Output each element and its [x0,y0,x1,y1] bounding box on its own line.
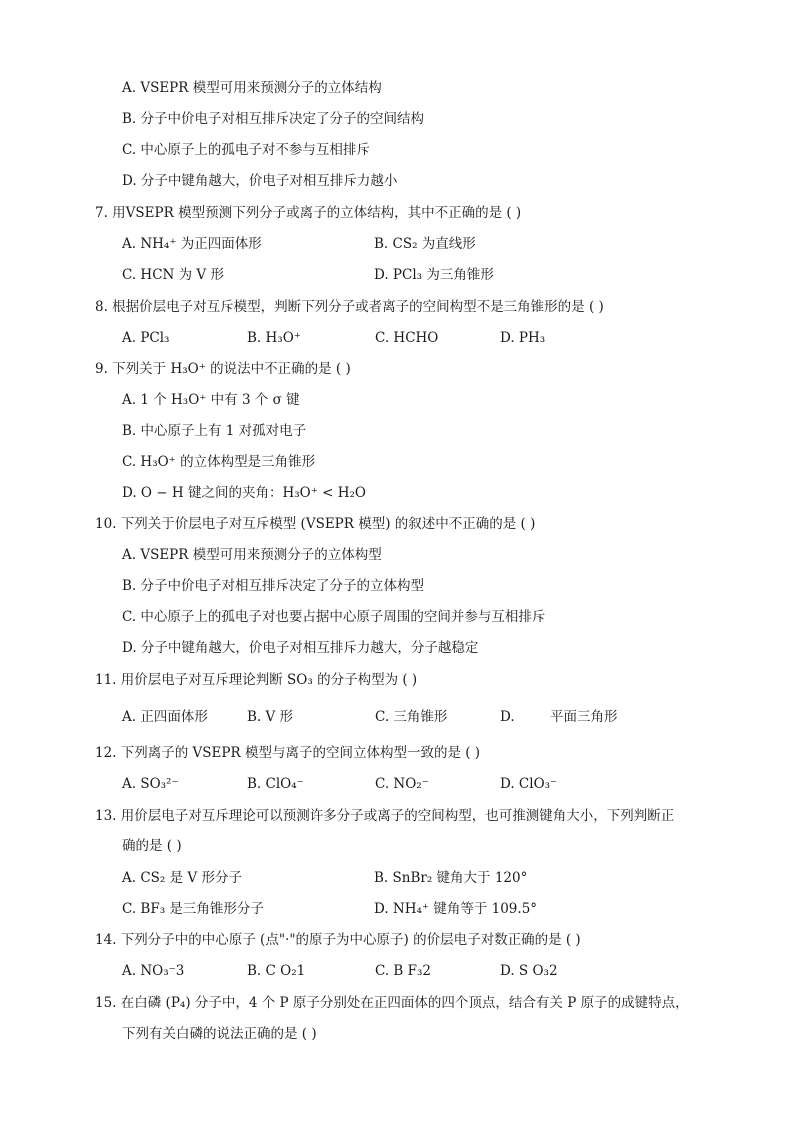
q10-option-b: B. 分子中价电子对相互排斥决定了分子的立体构型 [122,578,425,594]
q10-option-c: C. 中心原子上的孤电子对也要占据中心原子周围的空间并参与互相排斥 [122,609,546,625]
q7-stem: 7. 用VSEPR 模型预测下列分子或离子的立体结构，其中不正确的是 ( ) [95,205,522,221]
q11-option-d-text: 平面三角形 [550,709,618,725]
q7-option-a: A. NH₄⁺ 为正四面体形 [122,236,262,252]
q9-option-a: A. 1 个 H₃O⁺ 中有 3 个 σ 键 [122,392,300,408]
q7-option-c: C. HCN 为 V 形 [122,267,224,283]
q6-option-c: C. 中心原子上的孤电子对不参与互相排斥 [122,142,370,158]
q12-stem: 12. 下列离子的 VSEPR 模型与离子的空间立体构型一致的是 ( ) [95,745,481,761]
q14-stem: 14. 下列分子中的中心原子 (点"·"的原子为中心原子) 的价层电子对数正确的是 ( ) [95,932,581,948]
q7-option-b: B. CS₂ 为直线形 [374,236,476,252]
q10-stem: 10. 下列关于价层电子对互斥模型 (VSEPR 模型) 的叙述中不正确的是 ( ) [95,516,536,532]
q13-stem-line1: 13. 用价层电子对互斥理论可以预测许多分子或离子的空间构型，也可推测键角大小，下列判断正 [95,808,675,824]
q6-option-d: D. 分子中键角越大，价电子对相互排斥力越小 [122,173,398,189]
q13-stem-line2: 确的是 ( ) [122,838,182,854]
q14-option-b: B. C O₂1 [247,963,306,979]
q8-stem: 8. 根据价层电子对互斥模型，判断下列分子或者离子的空间构型不是三角锥形的是 ( ) [95,299,604,315]
q12-option-b: B. ClO₄⁻ [247,776,304,792]
q12-option-a: A. SO₃²⁻ [122,776,179,792]
q8-option-b: B. H₃O⁺ [247,330,301,346]
q6-option-b: B. 分子中价电子对相互排斥决定了分子的空间结构 [122,111,425,127]
q15-stem-line1: 15. 在白磷 (P₄) 分子中，4 个 P 原子分别处在正四面体的四个顶点，结合有关 P 原子的成键特点， [95,995,689,1011]
q11-option-c: C. 三角锥形 [375,709,448,725]
q8-option-a: A. PCl₃ [122,330,170,346]
q10-option-d: D. 分子中键角越大，价电子对相互排斥力越大，分子越稳定 [122,640,479,656]
q9-option-b: B. 中心原子上有 1 对孤对电子 [122,423,307,439]
q14-option-a: A. NO₃⁻3 [122,963,185,979]
q12-option-c: C. NO₂⁻ [375,776,429,792]
q11-option-a: A. 正四面体形 [122,709,208,725]
q10-option-a: A. VSEPR 模型可用来预测分子的立体构型 [122,547,382,563]
q14-option-d: D. S O₃2 [500,963,558,979]
q9-stem: 9. 下列关于 H₃O⁺ 的说法中不正确的是 ( ) [95,361,351,377]
q11-stem: 11. 用价层电子对互斥理论判断 SO₃ 的分子构型为 ( ) [95,672,418,688]
q9-option-d: D. O − H 键之间的夹角：H₃O⁺ < H₂O [122,485,366,501]
q13-option-a: A. CS₂ 是 V 形分子 [122,870,242,886]
q6-option-a: A. VSEPR 模型可用来预测分子的立体结构 [122,80,382,96]
q13-option-b: B. SnBr₂ 键角大于 120° [374,870,528,886]
q14-option-c: C. B F₃2 [375,963,432,979]
q13-option-c: C. BF₃ 是三角锥形分子 [122,901,264,917]
q8-option-d: D. PH₃ [500,330,546,346]
q11-option-d: D. [500,709,515,725]
q8-option-c: C. HCHO [375,330,439,346]
q11-option-b: B. V 形 [247,709,294,725]
q7-option-d: D. PCl₃ 为三角锥形 [374,267,494,283]
q9-option-c: C. H₃O⁺ 的立体构型是三角锥形 [122,454,316,470]
q15-stem-line2: 下列有关白磷的说法正确的是 ( ) [122,1026,317,1042]
q13-option-d: D. NH₄⁺ 键角等于 109.5° [374,901,538,917]
q12-option-d: D. ClO₃⁻ [500,776,558,792]
